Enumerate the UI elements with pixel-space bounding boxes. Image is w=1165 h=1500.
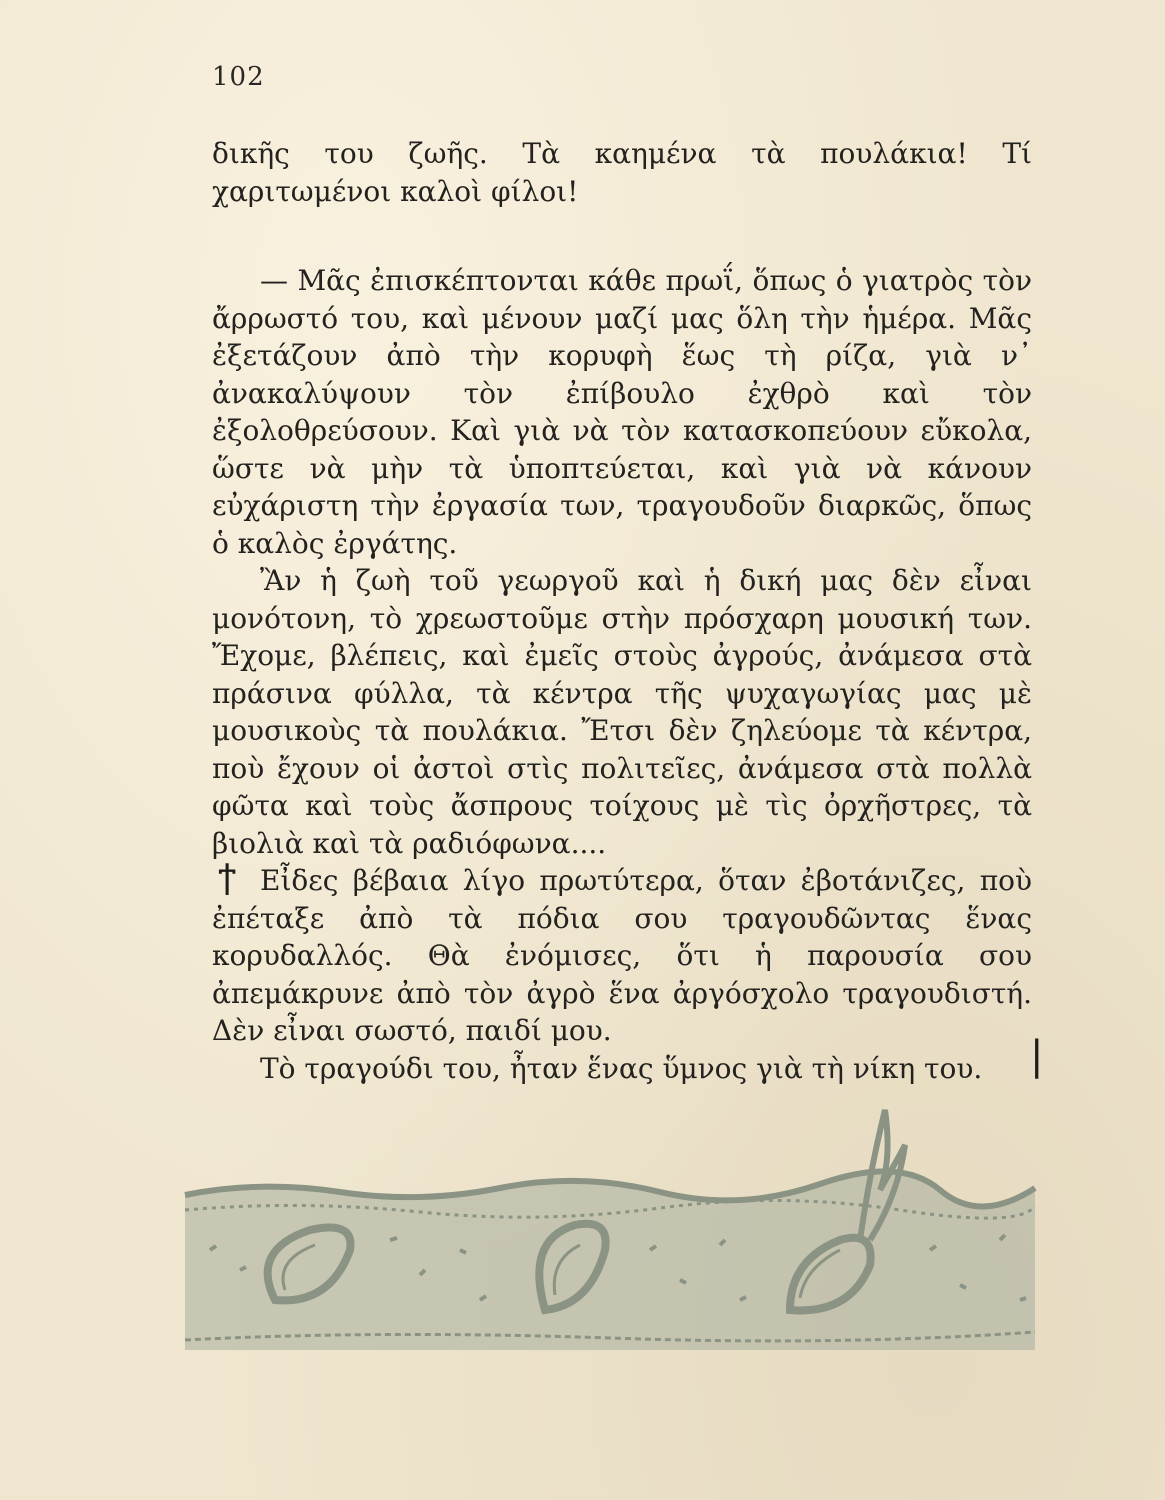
paragraph-5: Τὸ τραγούδι του, ἦταν ἕνας ὕμνος γιὰ τὴ νίκη του. xyxy=(260,1051,983,1085)
paragraph-continued xyxy=(212,135,1032,210)
paragraph-3: Ἂν ἡ ζωὴ τοῦ γεωργοῦ καὶ ἡ δική μας δὲν εἶναι μονότονη, τὸ χρεωστοῦμε στὴν πρόσχαρη μουσική των. Ἔχομε, βλέπεις, καὶ ἐμεῖς στοὺς ἀγρούς, ἀνάμεσα στὰ πράσινα φύλλα, τὰ κέντρα τῆς ψυχαγωγίας μας μὲ μουσικοὺς τὰ πουλάκια. Ἔτσι δὲν ζηλεύομε τὰ κέντρα, ποὺ ἔχουν οἱ ἀστοὶ στὶς πολιτεῖες, ἀνάμεσα στὰ πολλὰ φῶτα καὶ τοὺς ἄσπρους τοίχους μὲ τὶς ὀρχῆστρες, τὰ βιολιὰ καὶ τὰ ραδιόφωνα.... xyxy=(212,564,1032,860)
margin-pencil-mark-icon: ϯ xyxy=(218,857,237,897)
paragraph-1: δικῆς του ζωῆς. Τὰ καημένα τὰ πουλάκια! Τί χαριτωμένοι καλοὶ φίλοι! xyxy=(212,137,1032,208)
closing-section xyxy=(212,862,1032,1087)
dialogue-section xyxy=(212,262,1032,862)
paragraph-4: Εἶδες βέβαια λίγο πρωτύτερα, ὅταν ἐβοτάνιζες, ποὺ ἐπέταξε ἀπὸ τὰ πόδια σου τραγουδῶντας ἕνας κορυδαλλός. Θὰ ἐνόμισες, ὅτι ἡ παρουσία σου ἀπεμάκρυνε ἀπὸ τὸν ἀγρὸ ἕνα ἀργόσχολο τραγουδιστή. Δὲν εἶναι σωστό, παιδί μου. xyxy=(212,864,1032,1047)
seeds-in-soil-illustration xyxy=(180,1100,1040,1380)
margin-bracket-mark-icon: | xyxy=(1030,1033,1044,1079)
paragraph-2: — Μᾶς ἐπισκέπτονται κάθε πρωΐ, ὅπως ὁ γιατρὸς τὸν ἄρρωστό του, καὶ μένουν μαζί μας ὅλη τὴν ἡμέρα. Μᾶς ἐξετάζουν ἀπὸ τὴν κορυφὴ ἕως τὴ ρίζα, γιὰ ν᾽ ἀνακαλύψουν τὸν ἐπίβουλο ἐχθρὸ καὶ τὸν ἐξολοθρεύσουν. Καὶ γιὰ νὰ τὸν κατασκοπεύουν εὔκολα, ὥστε νὰ μὴν τὰ ὑποπτεύεται, καὶ γιὰ νὰ κάνουν εὐχάριστη τὴν ἐργασία των, τραγουδοῦν διαρκῶς, ὅπως ὁ καλὸς ἐργάτης. xyxy=(212,264,1032,560)
page-number: 102 xyxy=(212,62,265,92)
